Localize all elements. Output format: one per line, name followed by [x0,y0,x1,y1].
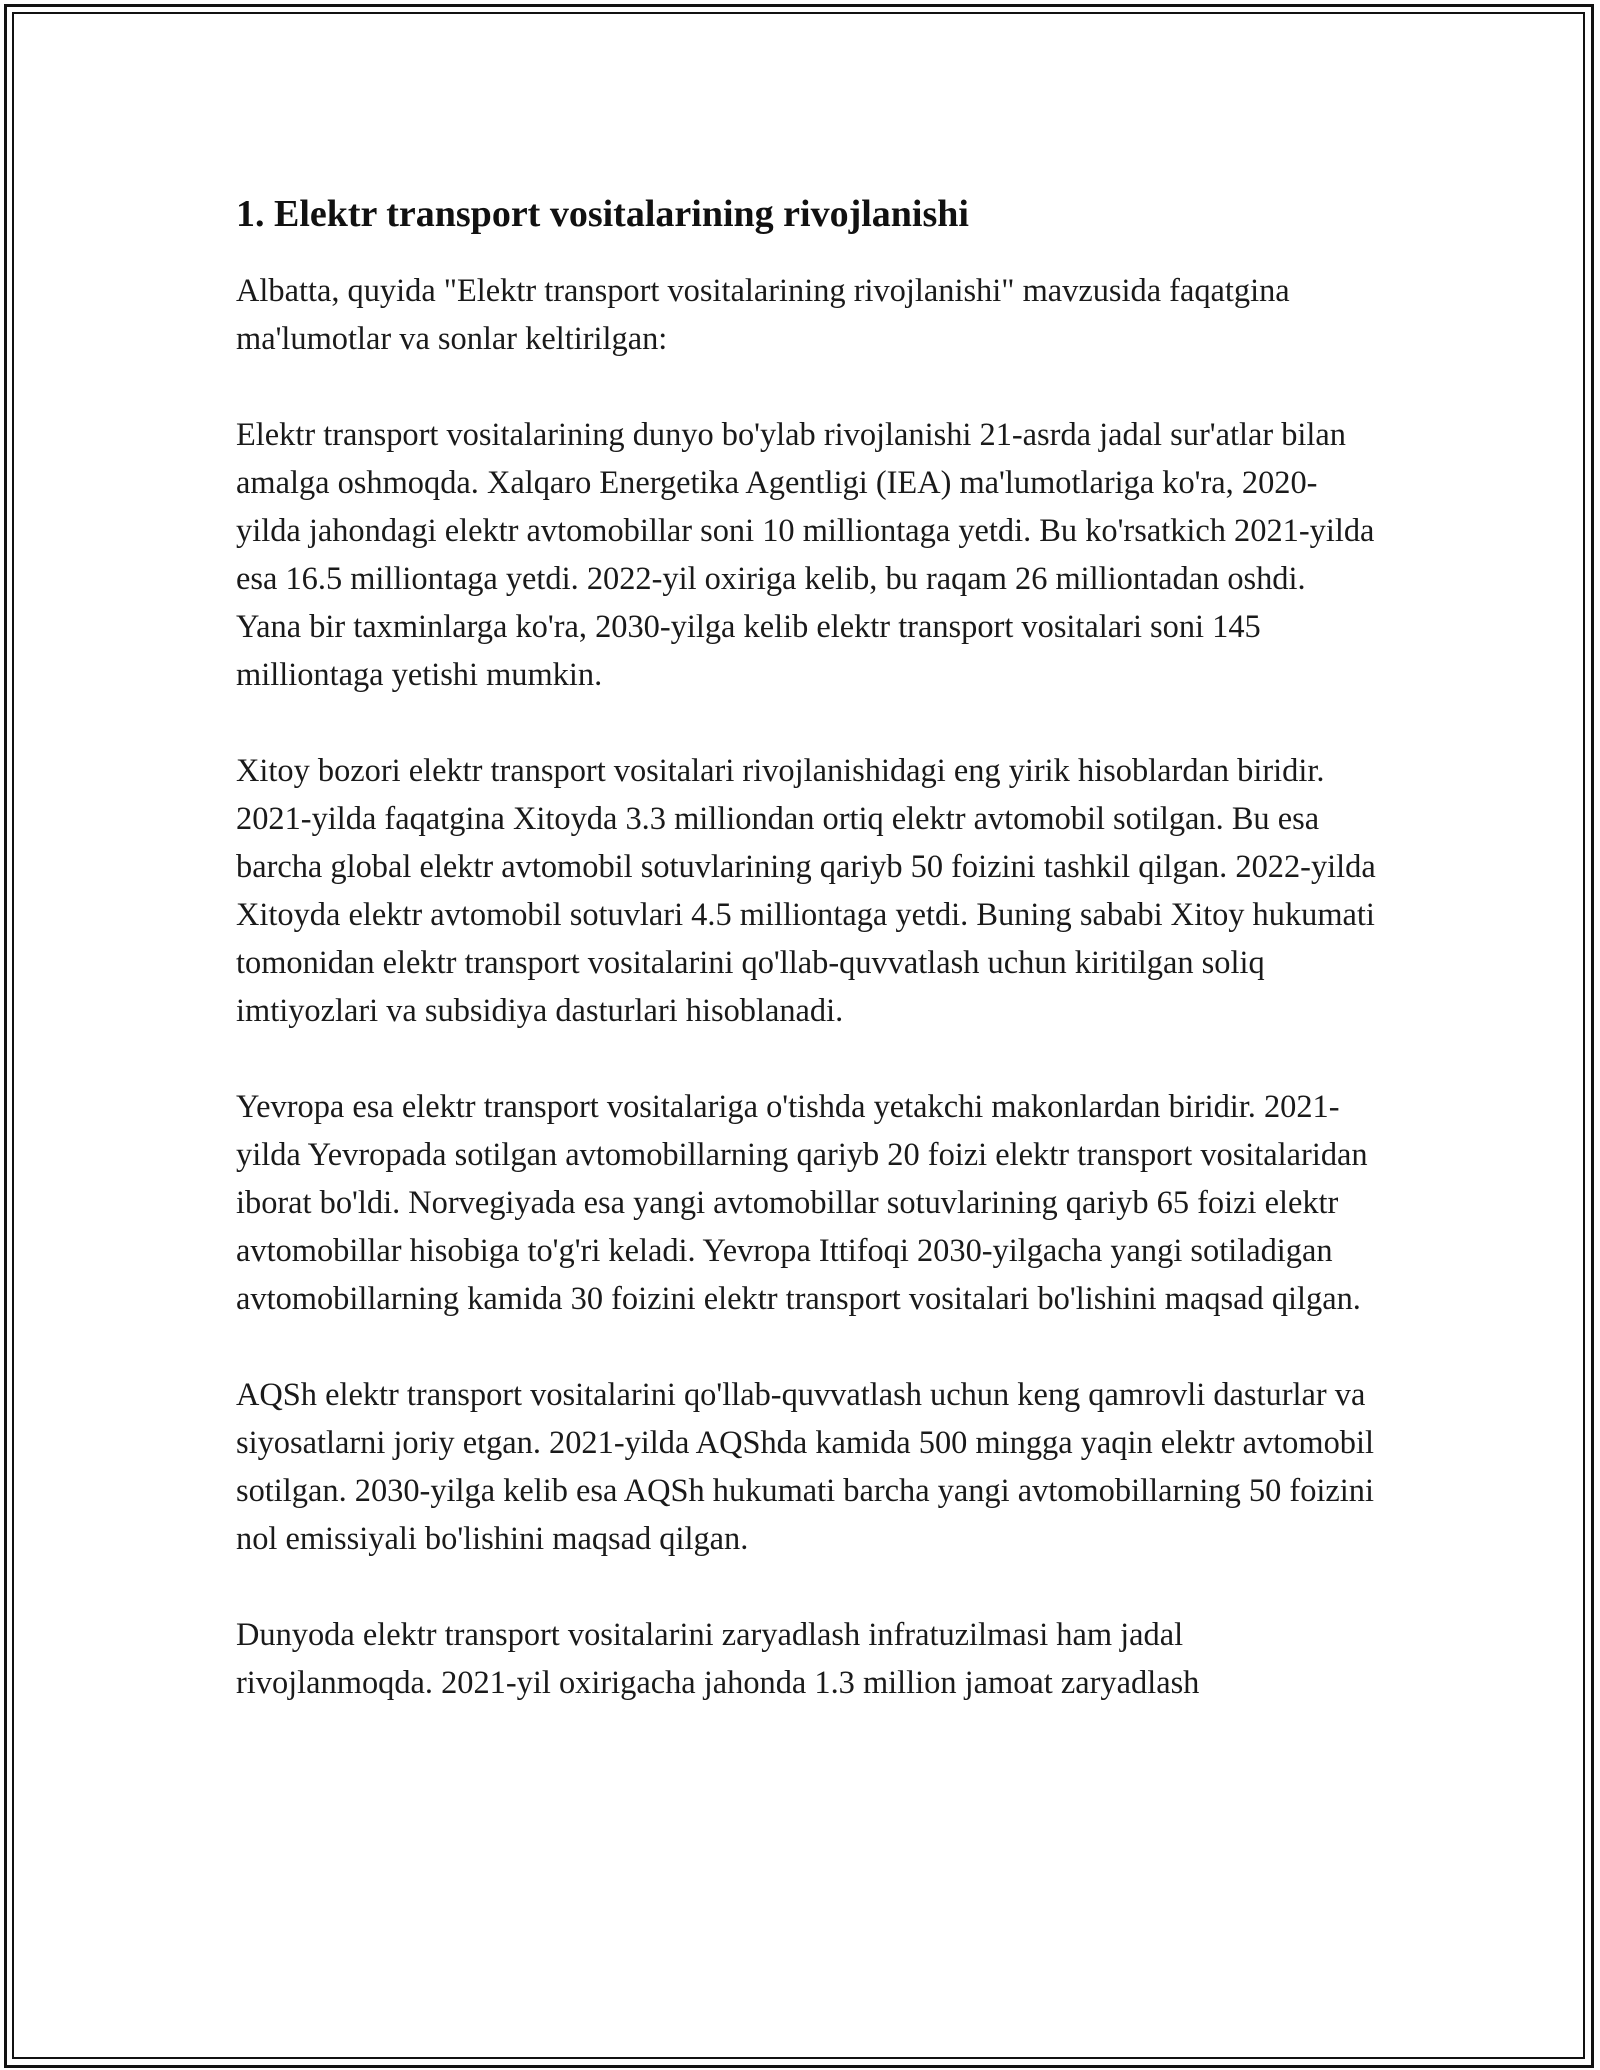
paragraph-europe: Yevropa esa elektr transport vositalariga o'tishda yetakchi makonlardan biridir. 2021-yilda Yevropada sotilgan avtomobillarning qariyb 20 foizi elektr transport vositalaridan iborat bo'ldi. Norvegiyada esa yangi avtomobillar sotuvlarining qariyb 65 foizi elektr avtomobillar hisobiga to'g'ri keladi. Yevropa Ittifoqi 2030-yilgacha yangi sotiladigan avtomobillarning kamida 30 foizini elektr transport vositalari bo'lishini maqsad qilgan. [236,1089,1368,1317]
paragraph-usa: AQSh elektr transport vositalarini qo'llab-quvvatlash uchun keng qamrovli dasturlar va siyosatlarni joriy etgan. 2021-yilda AQShda kamida 500 mingga yaqin elektr avtomobil sotilgan. 2030-yilga kelib esa AQSh hukumati barcha yangi avtomobillarning 50 foizini nol emissiyali bo'lishini maqsad qilgan. [236,1377,1374,1557]
section-heading: 1. Elektr transport vositalarining rivojlanishi [236,193,969,235]
document-body [236,188,1376,1755]
paragraph-global-growth: Elektr transport vositalarining dunyo bo'ylab rivojlanishi 21-asrda jadal sur'atlar bilan amalga oshmoqda. Xalqaro Energetika Agentligi (IEA) ma'lumotlariga ko'ra, 2020-yilda jahondagi elektr avtomobillar soni 10 milliontaga yetdi. Bu ko'rsatkich 2021-yilda esa 16.5 milliontaga yetdi. 2022-yil oxiriga kelib, bu raqam 26 milliontadan oshdi. Yana bir taxminlarga ko'ra, 2030-yilga kelib elektr transport vositalari soni 145 milliontaga yetishi mumkin. [236,417,1375,693]
intro-paragraph: Albatta, quyida "Elektr transport vositalarining rivojlanishi" mavzusida faqatgina ma'lumotlar va sonlar keltirilgan: [236,273,1290,357]
paragraph-charging-infrastructure: Dunyoda elektr transport vositalarini zaryadlash infratuzilmasi ham jadal rivojlanmoqda. 2021-yil oxirigacha jahonda 1.3 million jamoat zaryadlash [236,1617,1200,1701]
paragraph-china-market: Xitoy bozori elektr transport vositalari rivojlanishidagi eng yirik hisoblardan biridir. 2021-yilda faqatgina Xitoyda 3.3 milliondan ortiq elektr avtomobil sotilgan. Bu esa barcha global elektr avtomobil sotuvlarining qariyb 50 foizini tashkil qilgan. 2022-yilda Xitoyda elektr avtomobil sotuvlari 4.5 milliontaga yetdi. Buning sababi Xitoy hukumati tomonidan elektr transport vositalarini qo'llab-quvvatlash uchun kiritilgan soliq imtiyozlari va subsidiya dasturlari hisoblanadi. [236,753,1376,1029]
